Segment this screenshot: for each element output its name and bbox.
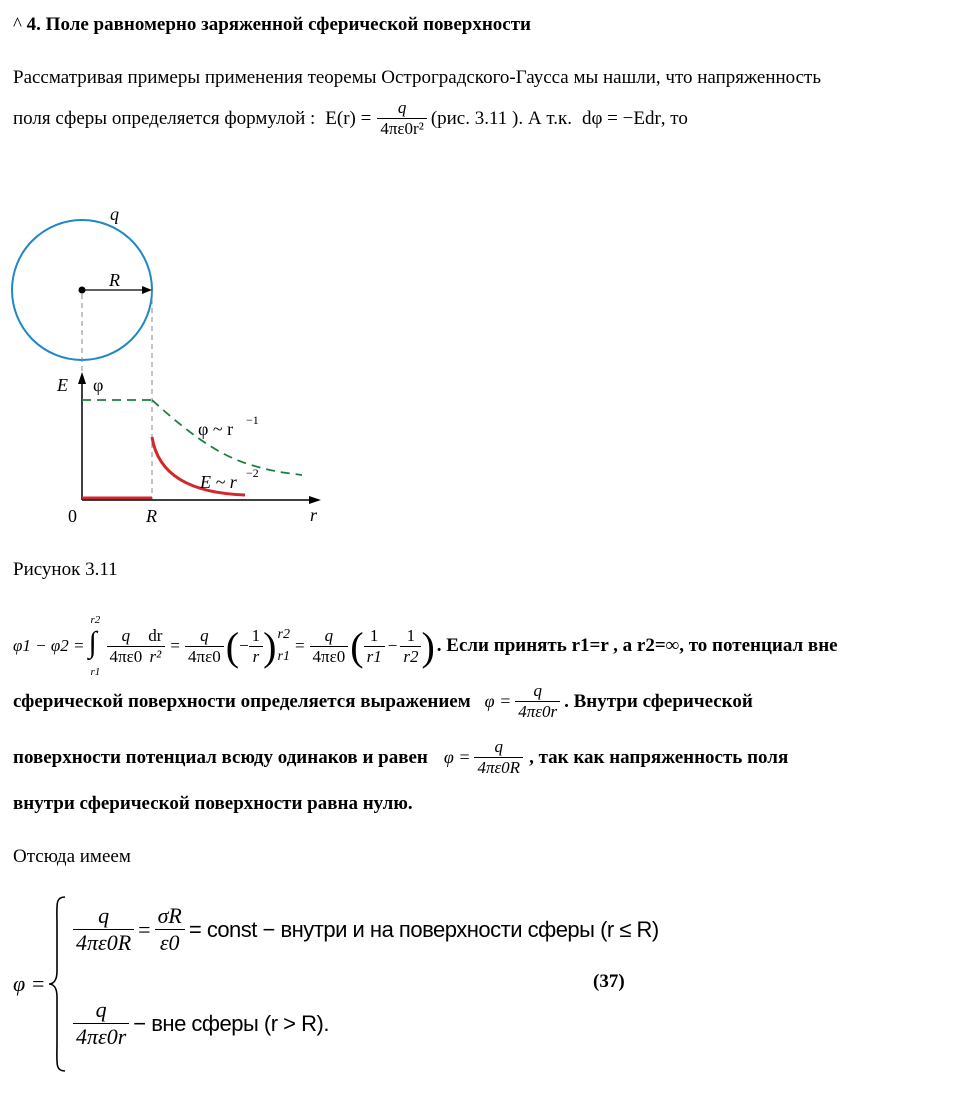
paren-close-1: ) bbox=[263, 623, 277, 669]
integral-term-1-num: q bbox=[121, 625, 131, 645]
integral-term-2 bbox=[145, 626, 165, 667]
integral-sign bbox=[89, 616, 107, 676]
case2-tail: − вне сферы (r > R). bbox=[133, 1010, 329, 1036]
phi-outside-num: q bbox=[533, 681, 542, 700]
integral-symbol-icon: ∫ bbox=[88, 626, 97, 659]
integral-term-2-den: r² bbox=[145, 646, 165, 667]
eval-bar-limits bbox=[278, 624, 290, 668]
phi-outside-fraction bbox=[515, 681, 560, 722]
eval-upper: r2 bbox=[277, 627, 290, 642]
integral-lower-limit: r1 bbox=[90, 666, 101, 678]
intro-text-mid: (рис. 3.11 ). А т.к. bbox=[430, 107, 572, 129]
label-zero: 0 bbox=[68, 506, 77, 526]
field-formula-lhs: E(r) = bbox=[325, 107, 372, 129]
potential-system bbox=[13, 895, 953, 1075]
case1-fraction-2 bbox=[155, 903, 185, 956]
phi-eq-2: φ = bbox=[443, 747, 471, 767]
label-phi-axis: φ bbox=[93, 375, 104, 395]
integral-equation bbox=[13, 614, 838, 678]
case1-num: q bbox=[98, 903, 110, 928]
integral-term-3-den: 4πε0 bbox=[185, 646, 224, 667]
figure-caption: Рисунок 3.11 bbox=[13, 559, 118, 580]
para2-line2-after: , так как напряженность поля bbox=[529, 746, 789, 768]
case1-eq: = bbox=[138, 916, 151, 942]
case2-num: q bbox=[95, 997, 107, 1022]
field-formula-den: 4πε0r² bbox=[377, 118, 426, 139]
section-heading bbox=[13, 14, 531, 36]
case1b-num: σR bbox=[157, 903, 182, 928]
one-over-r1-num: 1 bbox=[369, 625, 379, 645]
y-axis-arrowhead bbox=[78, 372, 86, 384]
phi-eq-1: φ = bbox=[484, 691, 512, 711]
integral-bold-tail: . Если принять r1=r , а r2=∞, то потенциал вне bbox=[436, 635, 838, 656]
x-axis-arrowhead bbox=[309, 496, 321, 504]
integral-eq-2: = bbox=[294, 636, 305, 655]
field-formula-fraction bbox=[377, 98, 426, 139]
system-case-2 bbox=[73, 997, 329, 1050]
integral-term-1 bbox=[107, 626, 146, 667]
integral-minus-one-over-r bbox=[249, 626, 264, 667]
phi-inside-fraction bbox=[474, 737, 523, 778]
system-case-1 bbox=[73, 903, 659, 956]
phi-inside-num: q bbox=[494, 737, 504, 756]
para2-line-3: внутри сферической поверхности равна нулю. bbox=[13, 793, 413, 814]
intro-text-before: поля сферы определяется формулой : bbox=[13, 107, 316, 129]
case2-den: 4πε0r bbox=[73, 1023, 129, 1050]
radius-arrowhead bbox=[142, 286, 152, 294]
label-r-axis: r bbox=[310, 505, 318, 525]
eval-lower: r1 bbox=[277, 649, 290, 664]
label-E-exp: −2 bbox=[246, 466, 259, 480]
case2-fraction bbox=[73, 997, 129, 1050]
integral-term-2-num: dr bbox=[148, 625, 163, 645]
label-R-axis: R bbox=[146, 506, 157, 526]
paren-open-2: ( bbox=[350, 623, 364, 669]
integral-term-3-num: q bbox=[200, 625, 209, 645]
system-phi-eq: φ = bbox=[13, 971, 46, 996]
case1-fraction-1 bbox=[73, 903, 134, 956]
integral-eq-1: = bbox=[170, 636, 181, 655]
case1b-den: ε0 bbox=[155, 929, 185, 956]
integral-term-4-num: q bbox=[324, 625, 334, 645]
para2-line1-after: . Внутри сферической bbox=[564, 690, 753, 712]
section-title: 4. Поле равномерно заряженной сферической поверхности bbox=[26, 14, 532, 35]
label-E-axis: E bbox=[57, 375, 68, 395]
integral-lhs: φ1 − φ2 = bbox=[13, 636, 85, 655]
intro-line-1: Рассматривая примеры применения теоремы Остроградского-Гаусса мы нашли, что напряженность bbox=[13, 67, 822, 88]
paren-open-1: ( bbox=[225, 623, 240, 669]
field-formula-num: q bbox=[397, 98, 407, 117]
minus-sign-2: − bbox=[387, 636, 398, 655]
para2-line2-before: поверхности потенциал всюду одинаков и равен bbox=[13, 746, 428, 768]
one-over-r2 bbox=[400, 626, 421, 667]
minus-one-num: 1 bbox=[251, 625, 261, 645]
label-phi-exp: −1 bbox=[246, 413, 259, 427]
integral-term-4 bbox=[310, 626, 349, 667]
dphi-formula: dφ = −Edr bbox=[581, 107, 661, 129]
label-E-curve: E ~ r bbox=[200, 472, 237, 492]
label-phi-curve: φ ~ r bbox=[198, 419, 234, 439]
one-over-r2-den: r2 bbox=[400, 646, 421, 667]
paren-close-2: ) bbox=[421, 623, 435, 669]
para2-line1-before: сферической поверхности определяется выражением bbox=[13, 690, 471, 712]
system-brace-icon bbox=[47, 895, 67, 1073]
case1-tail: = const − внутри и на поверхности сферы (r ≤ R) bbox=[188, 916, 659, 942]
label-q: q bbox=[110, 204, 119, 224]
phi-outside-den: 4πε0r bbox=[515, 701, 560, 722]
caret-icon[interactable]: ^ bbox=[13, 14, 22, 35]
one-over-r2-num: 1 bbox=[406, 625, 416, 645]
para2-line-2 bbox=[13, 737, 788, 778]
hence-text: Отсюда имеем bbox=[13, 846, 131, 867]
phi-inside-den: 4πε0R bbox=[474, 757, 523, 778]
minus-one-den: r bbox=[249, 646, 264, 667]
minus-sign: − bbox=[239, 636, 249, 655]
intro-line-2 bbox=[13, 98, 688, 139]
one-over-r1-den: r1 bbox=[364, 646, 385, 667]
para2-line-1 bbox=[13, 681, 753, 722]
figure-3-11 bbox=[0, 195, 340, 535]
equation-number: (37) bbox=[593, 971, 625, 992]
integral-term-4-den: 4πε0 bbox=[310, 646, 349, 667]
one-over-r1 bbox=[364, 626, 385, 667]
intro-text-end: , то bbox=[660, 107, 688, 129]
label-R-top: R bbox=[109, 270, 120, 290]
integral-upper-limit: r2 bbox=[90, 614, 101, 626]
case1-den: 4πε0R bbox=[73, 929, 134, 956]
integral-term-1-den: 4πε0 bbox=[107, 646, 146, 667]
integral-term-3 bbox=[185, 626, 224, 667]
